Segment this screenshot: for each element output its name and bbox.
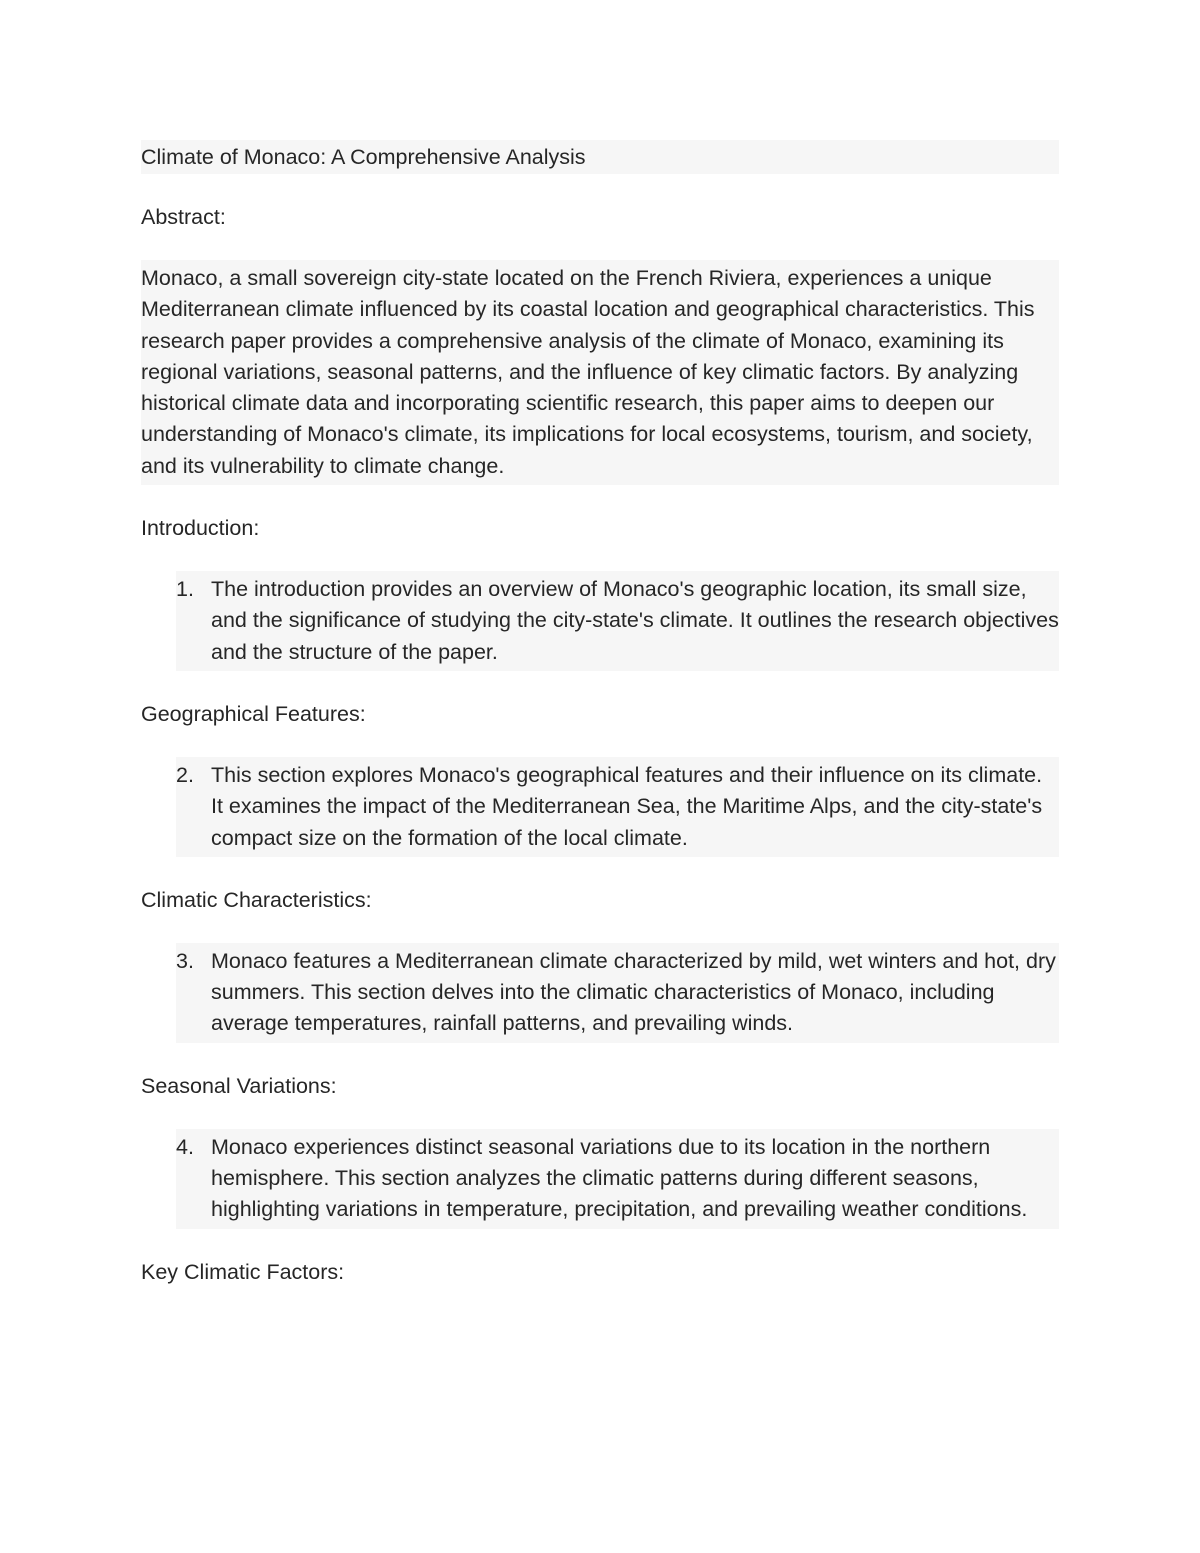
document-title: Climate of Monaco: A Comprehensive Analysis xyxy=(141,140,1059,174)
key-climatic-factors-heading: Key Climatic Factors: xyxy=(141,1259,345,1284)
list-item-number: 4. xyxy=(176,1134,194,1159)
list-item xyxy=(176,571,1059,671)
list-item xyxy=(176,1129,1059,1229)
climatic-characteristics-heading: Climatic Characteristics: xyxy=(141,887,372,912)
list-item xyxy=(176,757,1059,857)
list-item-text: This section explores Monaco's geographical features and their influence on its climate. It examines the impact of the Mediterranean Sea, the Maritime Alps, and the city-state's compact size on the formation of the local climate. xyxy=(211,762,1043,850)
list-item-number: 1. xyxy=(176,577,194,602)
geographical-features-heading: Geographical Features: xyxy=(141,701,366,726)
list-item-number: 2. xyxy=(176,762,194,787)
list-item-text: The introduction provides an overview of Monaco's geographic location, its small size, and the significance of studying the city-state's climate. It outlines the research objectives and the structure of the paper. xyxy=(211,577,1059,664)
abstract-heading: Abstract: xyxy=(141,205,226,229)
seasonal-variations-heading: Seasonal Variations: xyxy=(141,1073,337,1098)
list-item xyxy=(176,943,1059,1043)
list-item-text: Monaco features a Mediterranean climate characterized by mild, wet winters and hot, dry summers. This section delves into the climatic characteristics of Monaco, including average temperatures, rainfall patterns, and prevailing winds. xyxy=(211,948,1056,1036)
introduction-heading: Introduction: xyxy=(141,516,260,541)
document-page xyxy=(141,140,1059,1289)
list-item-text: Monaco experiences distinct seasonal variations due to its location in the northern hemisphere. This section analyzes the climatic patterns during different seasons, highlighting variations in temperature, precipitation, and prevailing weather conditions. xyxy=(211,1134,1028,1222)
list-item-number: 3. xyxy=(176,948,194,973)
abstract-text: Monaco, a small sovereign city-state located on the French Riviera, experiences a unique Mediterranean climate influenced by its coastal location and geographical characteristics. This research paper provides a comprehensive analysis of the climate of Monaco, examining its regional variations, seasonal patterns, and the influence of key climatic factors. By analyzing historical climate data and incorporating scientific research, this paper aims to deepen our understanding of Monaco's climate, its implications for local ecosystems, tourism, and society, and its vulnerability to climate change. xyxy=(141,260,1059,485)
